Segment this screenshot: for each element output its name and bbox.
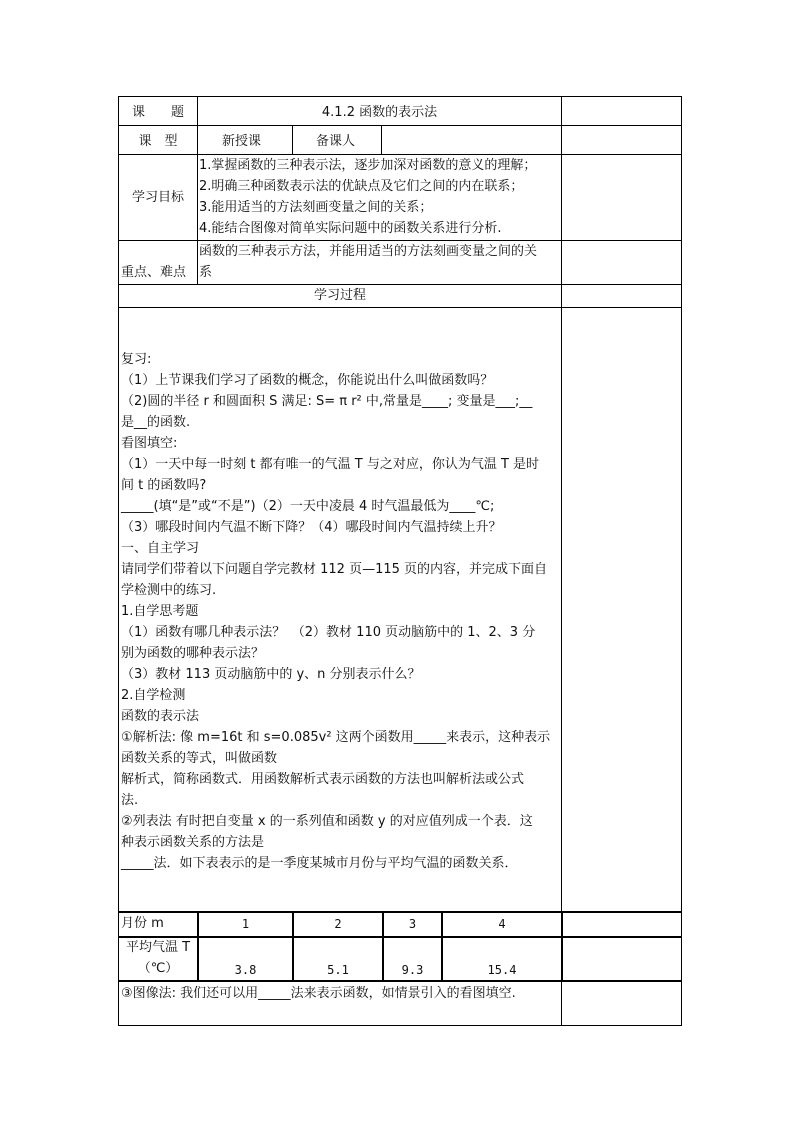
process-line: 请同学们带着以下问题自学完教材 112 页—115 页的内容，并完成下面自: [121, 562, 548, 577]
process-line: 学检测中的练习.: [121, 583, 217, 598]
process-line: 法.: [121, 793, 139, 808]
process-line: 是__的函数.: [121, 415, 191, 430]
type-label: 课 型: [138, 134, 178, 149]
process-line: 看图填空:: [121, 436, 178, 451]
process-line: 别为函数的哪种表示法？: [121, 646, 265, 661]
process-line: （1）上节课我们学习了函数的概念，你能说出什么叫做函数吗？: [121, 373, 494, 388]
keypoints-line: 函数的三种表示方法，并能用适当的方法刻画变量之间的关: [199, 244, 538, 259]
course-label: 课 题: [131, 105, 184, 120]
course-title: 4.1.2 函数的表示法: [321, 105, 438, 120]
process-line: 种表示函数关系的方法是: [121, 835, 265, 850]
temp-cell: 5.1: [327, 963, 349, 977]
grid-line: [118, 1025, 682, 1026]
temp-cell: 9.3: [401, 963, 424, 977]
process-line: 2.自学检测: [121, 688, 186, 703]
month-cell: 1: [241, 917, 250, 931]
temp-unit: （℃）: [137, 961, 179, 976]
grid-line: [118, 307, 682, 308]
month-cell: 4: [498, 917, 506, 931]
keypoints-label: 重点、难点: [121, 265, 187, 280]
prep-label: 备课人: [316, 134, 356, 149]
objective-item: 3.能用适当的方法刻画变量之间的关系；: [199, 200, 433, 215]
grid-line: [118, 911, 682, 913]
process-line: 函数关系的等式，叫做函数: [121, 751, 278, 766]
grid-line: [561, 96, 562, 1026]
grid-line: [197, 96, 198, 285]
month-cell: 3: [408, 917, 417, 931]
grid-line: [118, 125, 682, 126]
grid-line: [381, 125, 382, 155]
objective-item: 4.能结合图像对简单实际问题中的函数关系进行分析.: [199, 221, 502, 236]
process-line: 复习:: [121, 352, 152, 367]
type-value: 新授课: [222, 134, 262, 149]
grid-line: [118, 96, 682, 97]
process-line: （1）函数有哪几种表示法？ （2）教材 110 页动脑筋中的 1、2、3 分: [121, 625, 536, 640]
grid-line: [118, 980, 682, 982]
objectives-label: 学习目标: [131, 190, 184, 205]
keypoints-line: 系: [199, 265, 213, 280]
objective-item: 2.明确三种函数表示法的优缺点及它们之间的内在联系；: [199, 179, 524, 194]
process-line: （3）哪段时间内气温不断下降？（4）哪段时间内气温持续上升？: [121, 520, 502, 535]
temp-cell: 3.8: [234, 963, 257, 977]
process-line: 1.自学思考题: [121, 604, 199, 619]
month-cell: 2: [334, 917, 342, 931]
grid-line: [118, 154, 682, 155]
process-title: 学习过程: [313, 288, 366, 303]
temp-label: 平均气温 T: [125, 940, 191, 955]
grid-line: [681, 96, 682, 1026]
grid-line: [118, 240, 682, 241]
graph-method-text: ③图像法: 我们还可以用_____法来表示函数，如情景引入的看图填空.: [121, 986, 516, 1001]
grid-line: [292, 125, 293, 155]
process-line: 解析式，简称函数式．用函数解析式表示函数的方法也叫解析法或公式: [121, 772, 525, 787]
objective-item: 1.掌握函数的三种表示法，逐步加深对函数的意义的理解；: [199, 158, 537, 173]
process-line: （2)圆的半径 r 和圆面积 S 满足: S= π r² 中,常量是____; 变量是___;__: [121, 394, 533, 409]
process-line: _____法．如下表表示的是一季度某城市月份与平均气温的函数关系．: [121, 856, 518, 871]
process-line: 间 t 的函数吗?: [121, 478, 207, 493]
grid-line: [118, 284, 682, 285]
process-line: （3）教材 113 页动脑筋中的 y、n 分别表示什么？: [121, 667, 421, 682]
grid-line: [561, 911, 563, 981]
month-label: 月份 m: [121, 916, 164, 931]
process-line: 函数的表示法: [121, 709, 200, 724]
grid-line: [118, 936, 682, 938]
process-line: （1）一天中每一时刻 t 都有唯一的气温 T 与之对应，你认为气温 T 是时: [121, 457, 540, 472]
process-line: _____(填“是”或“不是”)（2）一天中凌晨 4 时气温最低为____℃;: [121, 499, 495, 514]
temp-cell: 15.4: [487, 963, 517, 977]
process-line: ②列表法 有时把自变量 x 的一系列值和函数 y 的对应值列成一个表．这: [121, 814, 533, 829]
grid-line: [118, 96, 119, 1026]
process-line: ①解析法: 像 m=16t 和 s=0.085v² 这两个函数用_____来表示，这种表示: [121, 730, 551, 745]
section-heading: 一、自主学习: [121, 541, 200, 556]
